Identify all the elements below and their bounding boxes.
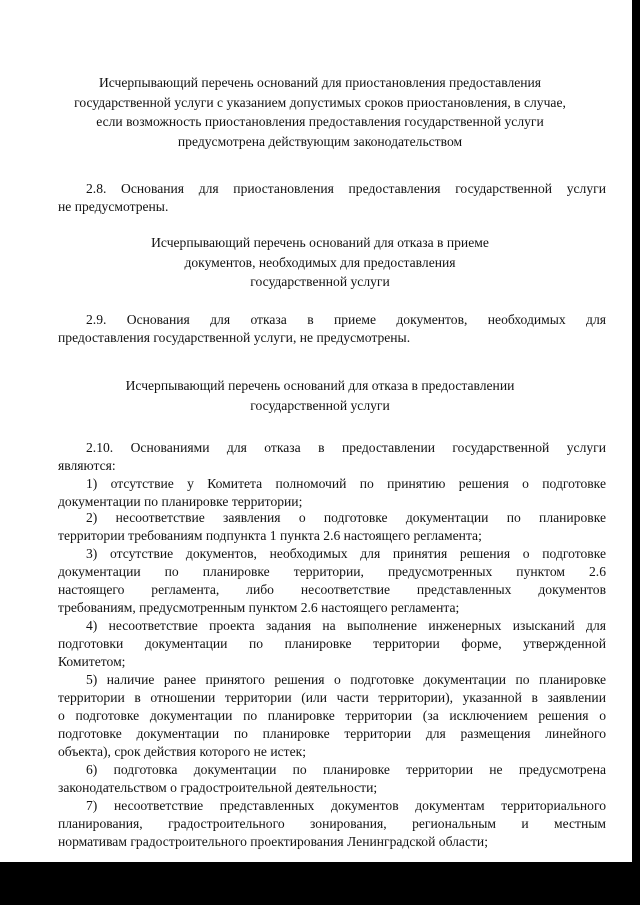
scan-edge-bottom [0, 862, 640, 905]
heading-line: государственной услуги с указанием допустимых сроков приостановления, в случае, [74, 94, 566, 110]
list-item-line: планирования, градостроительного зонирования, региональным и местным [58, 816, 606, 831]
list-item-line: о подготовке документации по планировке территории (за исключением решения о [58, 708, 606, 723]
heading-refusal-service [40, 376, 600, 415]
list-item-line: 5) наличие ранее принятого решения о подготовке документации по планировке [86, 672, 606, 687]
scan-edge-right [632, 0, 640, 862]
list-item-line: территории требованиям подпункта 1 пункта 2.6 настоящего регламента; [58, 528, 482, 543]
paragraph-2-8-line: 2.8. Основания для приостановления предоставления государственной услуги [86, 181, 606, 196]
heading-line: документов, необходимых для предоставления [184, 254, 456, 270]
list-item-line: 3) отсутствие документов, необходимых для принятия решения о подготовке [86, 546, 606, 561]
heading-line: если возможность приостановления предоставления государственной услуги [96, 114, 544, 129]
list-item-line: 1) отсутствие у Комитета полномочий по принятию решения о подготовке [86, 476, 606, 491]
paragraph-2-8-line: не предусмотрены. [58, 199, 169, 214]
list-item-line: 4) несоответствие проекта задания на выполнение инженерных изысканий для [86, 618, 606, 633]
heading-line: Исчерпывающий перечень оснований для приостановления предоставления [98, 75, 542, 90]
list-item-line: настоящего регламента, либо несоответствие представленных документов [58, 582, 606, 597]
list-item-line: нормативам градостроительного проектирования Ленинградской области; [58, 834, 488, 849]
heading-line: Исчерпывающий перечень оснований для отказа в приеме [151, 235, 489, 250]
list-item-line: документации по планировке территории; [58, 494, 303, 509]
list-item-line: подготовке документации по планировке территории для размещения линейного [58, 726, 606, 741]
paragraph-2-9-line: предоставления государственной услуги, не предусмотрены. [58, 330, 411, 345]
paragraph-2-9-line: 2.9. Основания для отказа в приеме документов, необходимых для [86, 312, 606, 327]
heading-suspension-grounds [40, 73, 600, 151]
heading-line: Исчерпывающий перечень оснований для отказа в предоставлении [125, 378, 515, 393]
list-item-line: документации по планировке территории, предусмотренных пунктом 2.6 [58, 564, 606, 579]
list-item-line: объекта), срок действия которого не истек; [58, 744, 306, 759]
list-item-line: 2) несоответствие заявления о подготовке документации по планировке [86, 510, 606, 525]
list-item-line: Комитетом; [58, 654, 126, 669]
paragraph-2-10-line: 2.10. Основаниями для отказа в предоставлении государственной услуги [86, 440, 606, 455]
list-item-line: требованиям, предусмотренным пунктом 2.6 настоящего регламента; [58, 600, 460, 615]
list-item-line: территории в отношении территории (или части территории), указанной в заявлении [58, 690, 606, 705]
list-item-line: законодательством о градостроительной деятельности; [58, 780, 378, 795]
heading-line: предусмотрена действующим законодательством [177, 133, 463, 149]
list-item-line: 7) несоответствие представленных документов документам территориального [86, 798, 606, 813]
list-item-line: 6) подготовка документации по планировке территории не предусмотрена [86, 762, 606, 777]
list-item-line: подготовки документации по планировке территории форме, утвержденной [58, 636, 606, 651]
heading-refusal-acceptance [40, 233, 600, 292]
paragraph-2-10-line: являются: [58, 458, 116, 473]
heading-line: государственной услуги [250, 397, 390, 413]
heading-line: государственной услуги [250, 274, 390, 289]
